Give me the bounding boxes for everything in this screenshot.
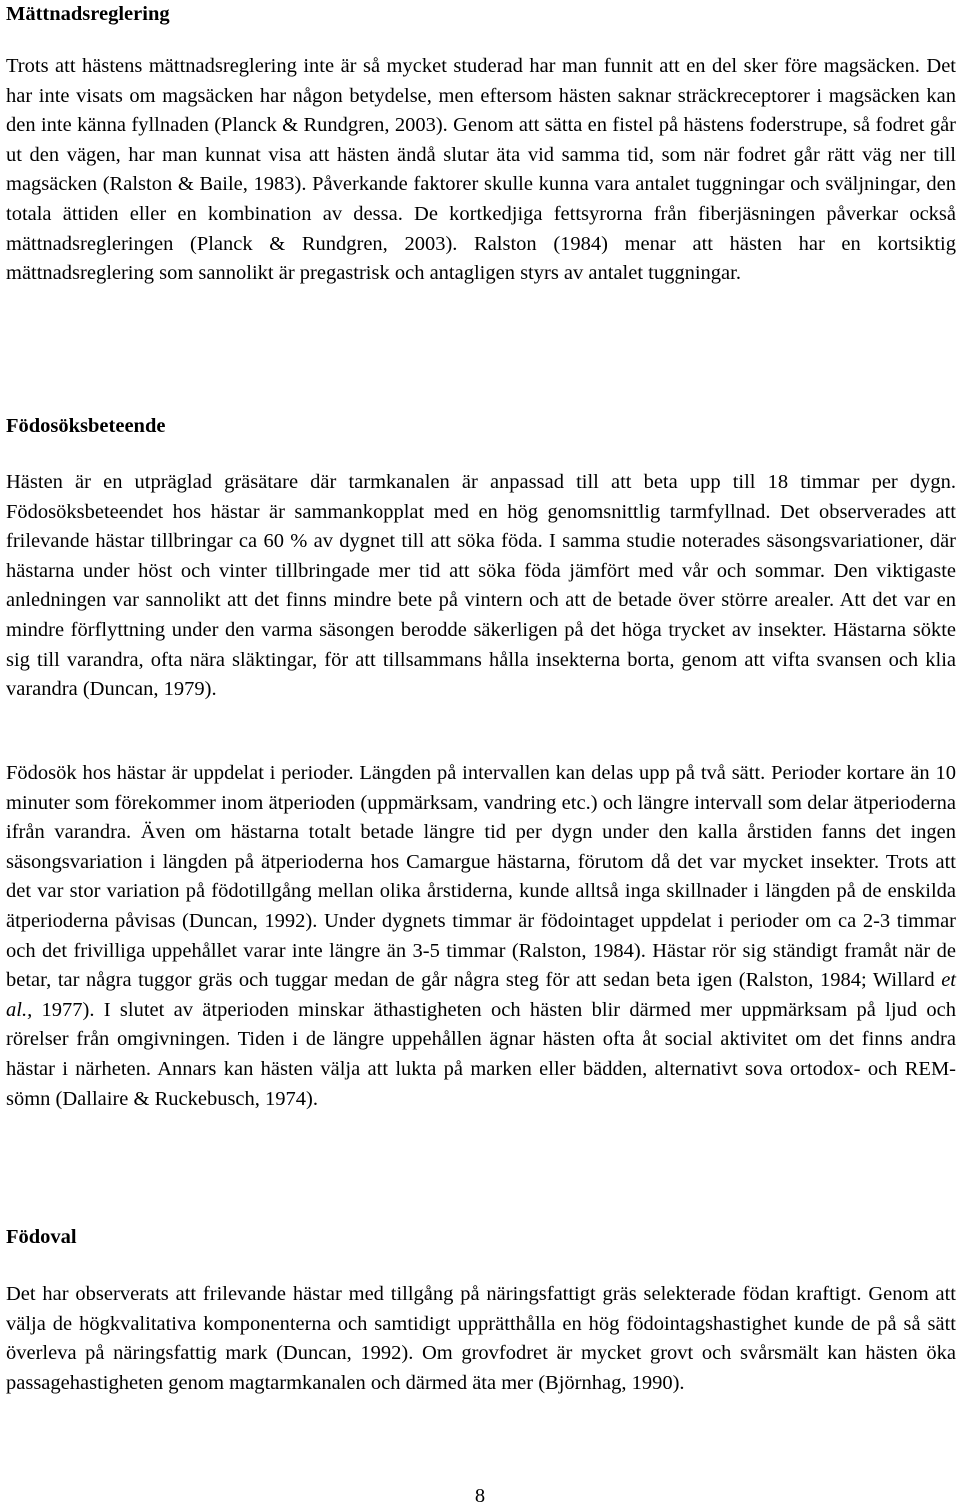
section-heading-mattnadsreglering: Mättnadsreglering xyxy=(6,3,170,25)
paragraph-text: Födosök hos hästar är uppdelat i perioder. Längden på intervallen kan delas upp på två sätt. Perioder kortare än 10 minuter som förekommer inom ätperioden (uppmärksam, vandring etc.) och längre intervall som delar ätperioderna ifrån varandra. Även om hästarna totalt betade längre tid per dygn under den kalla årstiden fanns det ingen säsongsvariation i längden på ätperioderna hos Camargue hästarna, förutom då det var mycket insekter. Trots att det var stor variation på födotillgång mellan olika årstiderna, kunde alltså inga skillnader i längden på de enskilda ätperioderna påvisas (Duncan, 1992). Under dygnets timmar är födointaget uppdelat i perioder om ca 2-3 timmar och det frivilliga uppehållet varar inte längre än 3-5 timmar (Ralston, 1984). Hästar rör sig ständigt framåt när de betar, tar några tuggor gräs och tuggar medan de går några steg för att sedan beta igen (Ralston, 1984; Willard xyxy=(6,762,956,992)
paragraph-fodosoksbeteende-2 xyxy=(6,759,956,1114)
page-number: 8 xyxy=(474,1485,486,1507)
italic-citation: et al., xyxy=(6,969,956,1021)
section-heading-fodoval: Födoval xyxy=(6,1226,77,1248)
paragraph-fodoval: Det har observerats att frilevande hästar med tillgång på näringsfattigt gräs selekterade födan kraftigt. Genom att välja de högkvalitativa komponenterna och samtidigt upprätthålla en hög födointagshastighet kunde de på så sätt överleva på näringsfattig mark (Duncan, 1992). Om grovfodret är mycket grovt och svårsmält kan hästen öka passagehastigheten genom magtarmkanalen och därmed äta mer (Björnhag, 1990). xyxy=(6,1283,956,1394)
paragraph-text: 1977). I slutet av ätperioden minskar äthastigheten och hästen blir därmed mer uppmärksam på ljud och rörelser från omgivningen. Tiden i de längre uppehållen ägnar hästen ofta åt social aktivitet om det finns andra hästar i närheten. Annars kan hästen välja att lukta på marken eller bädden, alternativt sova ortodox- och REM-sömn (Dallaire & Ruckebusch, 1974). xyxy=(6,998,956,1110)
paragraph-fodosoksbeteende-1: Hästen är en utpräglad gräsätare där tarmkanalen är anpassad till att beta upp till 18 timmar per dygn. Födosöksbeteendet hos hästar är sammankopplat med en hög genomsnittlig tarmfyllnad. Det observerades att frilevande hästar tillbringar ca 60 % av dygnet till att söka föda. I samma studie noterades säsongsvariationer, där hästarna under höst och vinter tillbringade mer tid att söka föda jämfört med vår och sommar. Den viktigaste anledningen var sannolikt att det finns mindre bete på vintern och att de betade över större arealer. Att det var en mindre förflyttning under den varma säsongen berodde säkerligen på det höga trycket av insekter. Hästarna sökte sig till varandra, ofta nära släktingar, för att tillsammans hålla insekterna borta, genom att vifta svansen och klia varandra (Duncan, 1979). xyxy=(6,471,956,701)
section-heading-fodosoksbeteende: Födosöksbeteende xyxy=(6,415,166,437)
paragraph-mattnadsreglering: Trots att hästens mättnadsreglering inte är så mycket studerad har man funnit att en del sker före magsäcken. Det har inte visats om magsäcken har någon betydelse, men eftersom hästen saknar sträckreceptorer i magsäcken kan den inte känna fyllnaden (Planck & Rundgren, 2003). Genom att sätta en fistel på hästens foderstrupe, så fodret går ut den vägen, har man kunnat visa att hästen ändå slutar äta vid samma tid, som när fodret går rätt väg ner till magsäcken (Ralston & Baile, 1983). Påverkande faktorer skulle kunna vara antalet tuggningar och sväljningar, den totala ättiden eller en kombination av dessa. De kortkedjiga fettsyrorna från fiberjäsningen påverkar också mättnadsregleringen (Planck & Rundgren, 2003). Ralston (1984) menar att hästen har en kortsiktig mättnadsreglering som sannolikt är pregastrisk och antagligen styrs av antalet tuggningar. xyxy=(6,55,956,285)
